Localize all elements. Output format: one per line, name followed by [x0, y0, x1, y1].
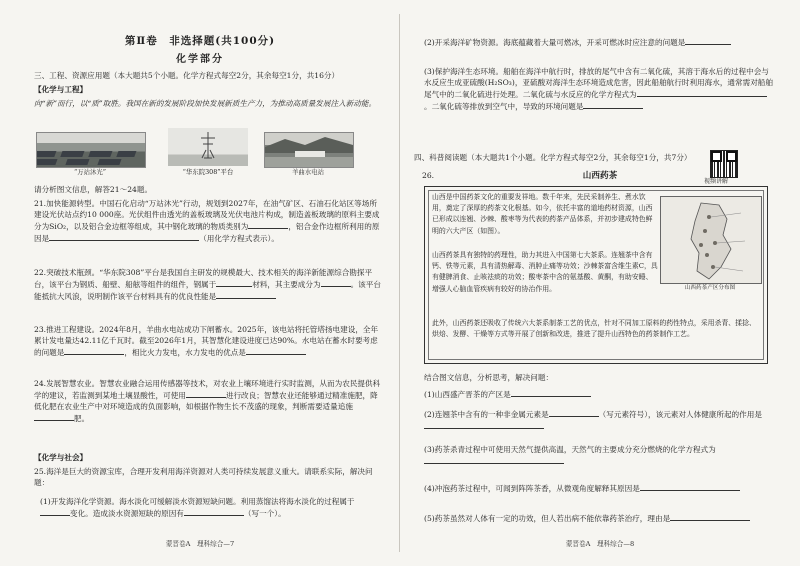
q24-end: 肥。 [74, 414, 90, 423]
q26-1-blank[interactable] [511, 388, 591, 397]
part4-heading: 四、科普阅读题（本大题共1个小题。化学方程式每空2分，其余每空1分，共7分） [414, 153, 692, 162]
question-26-5 [424, 512, 774, 524]
q21-blank-1[interactable] [248, 220, 288, 229]
photo-solar-station [36, 132, 146, 168]
q23-tail: ，相比火力发电，水力发电的优点是 [124, 348, 246, 357]
question-25-1 [40, 496, 384, 519]
q22-text: 22.突破技术瓶颈。“华东院308”平台是我国自主研发的规模最大、技术相关的海洋新能源综合勘探平台，该平台为钢质、船壁、船舷等组件的组件，钢属于 [34, 268, 373, 289]
q26-3-text: (3)药茶杀青过程中可使用天然气提供高温，天然气的主要成分充分燃烧的化学方程式为 [424, 445, 716, 454]
question-26-3 [424, 444, 774, 467]
q25-1-blank-1[interactable] [40, 507, 70, 516]
q23-blank-2[interactable] [246, 346, 306, 355]
q24-tail: 进行改良；智慧农业还能够通过精准施肥，降低化肥在农业生产中对环境造成的负面影响，如根据作物生长不茂盛的现象，判断需要适量追施 [34, 391, 378, 411]
q26-2-mid: （写元素符号），该元素对人体健康所起的作用是 [598, 410, 762, 419]
q25-3-blank-2[interactable] [583, 100, 643, 109]
q21-blank-2[interactable] [49, 232, 199, 241]
q25-1-text: (1)开发海洋化学资源。海水淡化可缓解淡水资源短缺问题。利用蒸馏法将海水淡化的过程属于 [40, 497, 355, 506]
passage-p1: 山西是中国药茶文化的重要发祥地。数千年来，先民采制养生、煮水饮用，奠定了深厚的药茶文化根基。如今，依托丰富的道地药材资源，山西已形成以连翘、沙棘、酸枣等为代表的药茶产品体系，并初步建成特色鲜明的六大产区（如图）。 [432, 193, 653, 235]
photo-hydropower-station [264, 132, 354, 168]
question-25-3 [424, 66, 774, 112]
q26-title: 山西药茶 [582, 171, 618, 181]
q22-end: 。该平台能抵抗大风浪，说明制作该平台材料具有的优良性能是 [34, 280, 381, 301]
map-caption: 山西药茶产区分布图 [684, 285, 736, 291]
question-26-1 [424, 388, 774, 400]
tag-chem-society: 【化学与社会】 [34, 453, 88, 462]
q22-tail: 材料，其主要成分为 [252, 280, 321, 289]
q21-text: 21.加快能源转型。中国石化启动“万站沐光”行动，规划到2027年，在油气矿区、石油石化站区等场所建设光伏站点约10 000座。光伏组件由透光的盖板玻璃及光伏电池片构成，制造盖板玻璃的原料主要成分为SiO₂，以及铝合金边框等组成，其中钢化玻璃的物质类别为 [34, 199, 380, 231]
q26-2-blank-1[interactable] [549, 408, 599, 417]
part3-heading: 三、工程、资源应用题（本大题共5个小题。化学方程式每空2分，其余每空1分，共16分） [34, 71, 340, 80]
question-21 [34, 198, 384, 244]
q21-tail: ，铝合金作边框所利用的原因是 [34, 222, 380, 243]
question-25: 25.海洋是巨大的资源宝库，合理开发利用海洋资源对人类可持续发展意义重大。请联系实际，解决问题： [34, 467, 373, 487]
question-22 [34, 267, 384, 302]
q24-blank-1[interactable] [186, 389, 226, 398]
passage-p2: 山西药茶具有独特的药理性，助力其进入中国第七大茶系。连翘茶中含有钙、铁等元素，具有清热解毒、消肿止痛等功效；沙棘茶富含维生素C，具有健脾消食、止咳祛痰的功效；酸枣茶中含的氨基酸、黄酮，有助安睡、增强人心脑血管疾病有较好的协治作用。 [432, 251, 658, 293]
passage-p3: 此外，山西药茶还吸收了传统六大茶系制茶工艺的优点，针对不同加工原料的药性特点，采用杀青、揉捻、烘焙、发酵、干燥等方式等开展了创新和改进，推进了提升山西特色的药茶制作工艺。 [432, 319, 756, 339]
caption-hydropower: 羊曲水电站 [292, 168, 324, 176]
q24-blank-2[interactable] [34, 412, 74, 421]
q25-1-blank-2[interactable] [184, 507, 244, 516]
qr-label: 视频讲解 [704, 178, 729, 185]
section-title: 第Ⅱ卷 非选择题(共100分) [124, 35, 276, 47]
caption-solar: “万站沐光” [73, 168, 107, 176]
question-24 [34, 378, 384, 424]
subject-title: 化学部分 [176, 54, 224, 65]
q24-text: 24.发展智慧农业。智慧农业融合运用传感器等技术，对农业上壤环境进行实时监测，从而为农民提供科学的建议，若监测到某地土壤显酸性，可使用 [34, 379, 381, 400]
q26-1-text: (1)山西盛产晋茶的产区是 [424, 390, 511, 399]
question-25-2 [424, 36, 774, 48]
q26-4-text: (4)冲泡药茶过程中，可闻到阵阵茶香，从微观角度解释其原因是 [424, 484, 640, 493]
photo-offshore-platform [168, 128, 248, 166]
q25-3-text: (3)保护海洋生态环境。船舶在海洋中航行时，排放的尾气中含有二氧化硫，其溶于海水后的过程中会与水反应生成亚硫酸(H₂SO₃)，亚硫酸对海洋生态环境造成危害，因此船舶航行时利用海水，通常需对船舶尾气中的二氧化硫进行处理。二氧化硫与水反应的化学方程式为 [424, 67, 773, 99]
q23-blank-1[interactable] [64, 346, 124, 355]
intro-text: 向“新”而行，以“质”取胜。我国在新的发展阶段加快发展新质生产力，为推动高质量发展注入新动能。 [34, 99, 377, 108]
tag-chem-tech: 【化学与工程】 [34, 85, 88, 94]
q23-text: 23.推进工程建设。2024年8月，羊曲水电站成功下闸蓄水。2025年，该电站将托管塔扬电建设，全年累计发电量达42.11亿千瓦时。截至2026年1月，其智慧化建设进度已达90%。水电站在蓄水时要考虑的问题是 [34, 325, 379, 357]
q25-1-end: （写一个）。 [243, 509, 286, 518]
q22-blank-2[interactable] [321, 278, 351, 287]
q25-2-text: (2)开采海洋矿物资源。海底蕴藏着大量可燃冰，开采可燃冰时应注意的问题是 [424, 38, 686, 47]
q26-3-blank[interactable] [424, 455, 564, 464]
question-26-4 [424, 482, 774, 494]
combine-prompt: 结合图文信息，分析思考，解决问题： [424, 373, 554, 382]
question-23 [34, 324, 384, 358]
footer-left: 蒙晋卷A 理科综合—7 [165, 540, 235, 548]
q26-2-text: (2)连翘茶中含有的一种非金属元素是 [424, 410, 549, 419]
q26-4-blank[interactable] [640, 482, 740, 491]
page-right [400, 0, 800, 566]
q25-3-tail: 。二氧化硫等排放到空气中，导致的环境问题是 [424, 102, 584, 111]
q26-2-blank-2[interactable] [424, 420, 544, 429]
footer-right: 蒙晋卷A 理科综合—8 [565, 540, 635, 548]
read-prompt: 请分析图文信息，解答21～24题。 [34, 185, 153, 194]
q26-5-text: (5)药茶虽然对人体有一定的功效，但人若出病不能依靠药茶治疗，理由是 [424, 514, 671, 523]
question-26-2 [424, 408, 774, 432]
q25-3-blank-1[interactable] [637, 88, 767, 97]
tea-region-map [660, 196, 762, 284]
q25-1-tail: 变化。造成淡水资源短缺的原因有 [70, 509, 184, 518]
q21-end: （用化学方程式表示）。 [199, 234, 279, 243]
caption-platform: “华东院308”平台 [182, 168, 234, 176]
q22-blank-3[interactable] [216, 290, 276, 299]
q22-blank-1[interactable] [216, 278, 252, 287]
q25-2-blank[interactable] [685, 36, 731, 45]
q26-5-blank[interactable] [670, 512, 750, 521]
q26-number: 26. [422, 171, 435, 180]
